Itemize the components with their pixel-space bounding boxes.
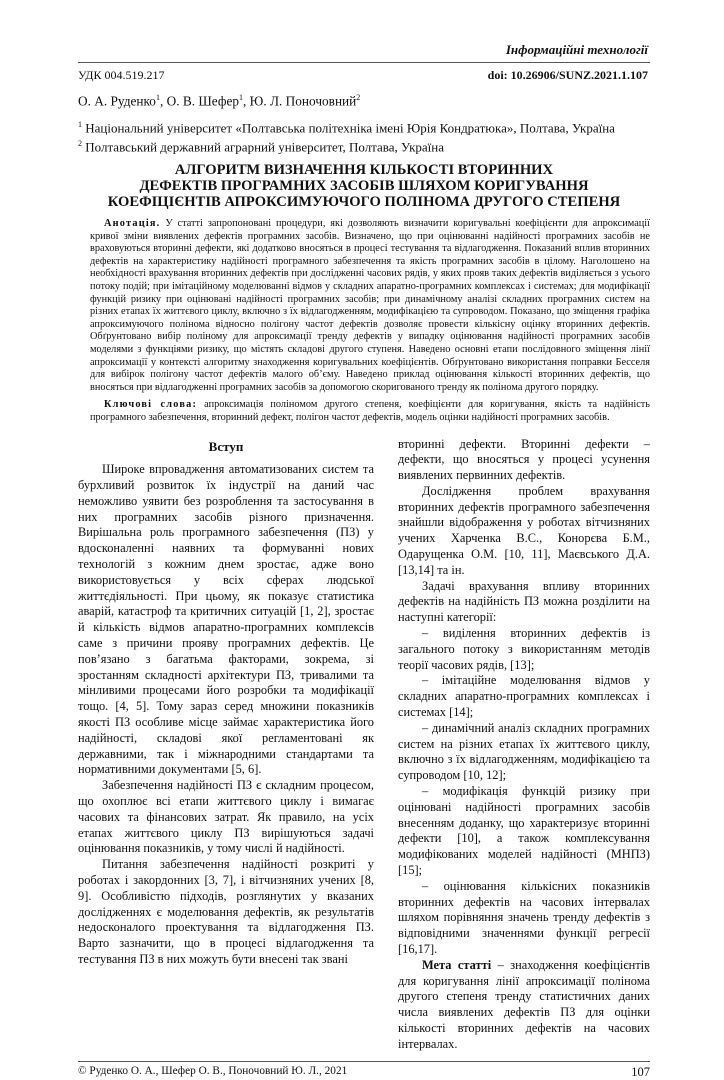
- title-line: ДЕФЕКТІВ ПРОГРАМНИХ ЗАСОБІВ ШЛЯХОМ КОРИГУВАННЯ: [139, 178, 589, 194]
- copyright: © Руденко О. А., Шефер О. В., Поночовний Ю. Л., 2021: [78, 1064, 348, 1077]
- paragraph: Забезпечення надійності ПЗ є складним процесом, що охоплює всі етапи життєвого циклу і вимагає часових та фінансових затрат. Як правило, на усіх етапах життєвого циклу ПЗ вирішуються задачі оцінювання показників, у тому числі й надійності.: [78, 778, 374, 856]
- page-footer: [78, 1061, 650, 1080]
- author-affil-sup: 2: [356, 93, 361, 102]
- doi[interactable]: doi: 10.26906/SUNZ.2021.1.107: [487, 68, 648, 82]
- journal-section-header: Інформаційні технології: [505, 42, 648, 57]
- title-line: АЛГОРИТМ ВИЗНАЧЕННЯ КІЛЬКОСТІ ВТОРИННИХ: [174, 162, 554, 178]
- goal-label: Мета статті: [422, 957, 492, 972]
- authors: О. А. Руденко$^1$, О. В. Шефер$^1$, Ю. Л. Поночовний$^2$: [78, 93, 361, 109]
- author-name: Ю. Л. Поночовний: [249, 93, 357, 109]
- paragraph: Питання забезпечення надійності розкриті у роботах і закордонних [3, 7], і вітчизняних учених [8, 9]. Особливістю підходів, розглянутих у вказаних дослідженнях є моделювання дефектів, як результатів недосконалого проектування та відлагодження ПЗ. Варто зазначити, що в процесі відлагодження та тестування ПЗ в них можуть бути внесені так звані: [78, 857, 374, 966]
- paragraph: Дослідження проблем врахування вторинних дефектів програмного забезпечення знайшли відображення у роботах вітчизняних учених Харченка В.С., Конорєва Б.М., Одарущенка О.М. [10, 11], Маєвського Д.А. [13,14] та ін.: [398, 483, 650, 577]
- goal-paragraph: [398, 958, 650, 1053]
- article-body: [78, 218, 650, 1080]
- paragraph: Широке впровадження автоматизованих систем та бурхливий розвиток їх індустрії на даний час неможливо уявити без розроблення та застосування в них програмних засобів різного призначення. Вирішальна роль програмного забезпечення (ПЗ) у вдосконаленні наявних та формуванні нових технологій з кожним днем зростає, адже воно використовується у всіх сферах людської життєдіяльності. При цьому, як показує статистика аварій, катастроф та критичних ситуацій [1, 2], зростає й кількість відмов апаратно-програмних комплексів саме з причини прояву програмних дефектів. Це пов’язано з багатьма факторами, зокрема, зі зростанням складності архітектури ПЗ, тривалими та мінливими процесами його розробки та модифікації тощо. [4, 5]. Тому зараз серед множини показників якості ПЗ особливе місце займає характеристика його надійності, складові якої регламентовані як державними, так і міжнародними стандартами та нормативними документами [5, 6].: [78, 462, 374, 777]
- affil-sup: 2: [78, 139, 82, 149]
- abstract-block: [90, 218, 650, 425]
- paragraph: вторинні дефекти. Вторинні дефекти – дефекти, що вносяться у процесі усунення виявлених первинних дефектів.: [398, 436, 650, 483]
- affil-text: Національний університет «Полтавська політехніка імені Юрія Кондратюка», Полтава, Україна: [85, 120, 615, 136]
- affil-text: Полтавський державний аграрний університет, Полтава, Україна: [85, 139, 445, 155]
- list-item: – оцінювання кількісних показників вторинних дефектів на часових інтервалах шляхом порівняння значень тренду дефектів з відповідними значеннями функції регресії [16,17].: [398, 878, 650, 956]
- left-column: [78, 437, 374, 1053]
- page-number: 107: [631, 1064, 650, 1079]
- header-rule: [78, 62, 650, 63]
- author-name: О. В. Шефер: [166, 93, 240, 109]
- udk-code: УДК 004.519.217: [78, 68, 165, 82]
- goal-text: – знаходження коефіцієнтів для коригування лінії апроксимації полінома другого степеня тренду статистичних даних числа виявлених дефектів ПЗ для оцінки кількості вторинних дефектів на часових інтервалах.: [398, 957, 650, 1051]
- keywords-text: апроксимація поліномом другого степеня, коефіцієнти для коригування, якість та надійність програмного забезпечення, вторинний дефект, полігон частот дефектів, модель оцінки надійності програмних засобів.: [90, 399, 651, 423]
- author-name: О. А. Руденко: [78, 93, 156, 109]
- list-item: – динамічний аналіз складних програмних систем на різних етапах їх життєвого циклу, включно з їх відлагодженням, модифікацією та супроводом [10, 12];: [398, 720, 650, 783]
- title-line: КОЕФІЦІЄНТІВ АПРОКСИМУЮЧОГО ПОЛІНОМА ДРУГОГО СТЕПЕНЯ: [107, 194, 621, 210]
- author-affil-sup: 1: [155, 93, 160, 102]
- affil-sup: 1: [78, 120, 82, 129]
- keywords: [90, 399, 650, 424]
- affiliations: [78, 117, 615, 156]
- abstract: [90, 218, 650, 394]
- keywords-label: Ключові слова:: [104, 399, 198, 411]
- author-affil-sup: 1: [239, 93, 244, 102]
- two-column-body: [78, 437, 650, 1053]
- abstract-label: Анотація.: [104, 218, 161, 229]
- list-item: – модифікація функцій ризику при оцінювані надійності програмних засобів внесенням доданку, що характеризує вторинні дефекти [10], а також комплексування модифікованих моделей надійності (МНПЗ) [15];: [398, 784, 650, 878]
- abstract-text: У статті запропоновані процедури, які дозволяють визначити коригувальні коефіцієнти для апроксимації кривої зміни виявлених дефектів програмних засобів. Визначено, що при оцінюванні надійності програмних засобів не враховуються вторинні дефекти, які додатково вносяться в процесі тестування та відлагодження. Показаний вплив вторинних дефектів на характеристику надійності програмного забезпечення та якість програмних засобів в цілому. Наголошено на необхідності врахування вторинних дефектів при дослідженні часових рядів, у яких прояв таких дефектів виділяється з усього потоку подій; при імітаційному моделюванні відмов у складних апаратно-програмних комплексах і системах; для модифікації функцій ризику при оцінювані надійності програмних засобів; при динамічному аналізі складних програмних систем на різних етапах їх життєвого циклу, включно з їх відлагодженням, модифікацією та супроводом. Показано, що зміщення графіка апроксимуючого полінома відносно полігону частот дефектів дозволяє провести кількісну оцінку вторинних дефектів. Обґрунтовано вибір поліному для апроксимації тренду дефектів у випадку оцінювання надійності програмних засобів моделями з функціями ризику, що містять складові другого ступеня. Наведено основні етапи послідовного зміщення лінії апроксимації у контексті алгоритму знаходження коригувальних коефіцієнтів. Обґрунтовано використання поправки Бесселя для вибірок полігону частот дефектів малого об’єму. Наведено приклад оцінювання кількості вторинних дефектів, що вносяться при відлагодженні програмних засобів за допомогою скоригованого тренду як полінома другого порядку.: [90, 218, 650, 393]
- list-item: – виділення вторинних дефектів із загального потоку з використанням методів теорії часових рядів, [13];: [398, 626, 650, 672]
- right-column: [398, 437, 650, 1053]
- section-heading: Вступ: [208, 438, 244, 454]
- paragraph: Задачі врахування впливу вторинних дефектів на надійність ПЗ можна розділити на наступні категорії:: [398, 578, 650, 625]
- affiliation: [78, 117, 615, 136]
- affiliation: [78, 136, 615, 155]
- list-item: – імітаційне моделювання відмов у складних апаратно-програмних комплексах і системах [14];: [398, 673, 650, 720]
- paper-title: [78, 162, 650, 210]
